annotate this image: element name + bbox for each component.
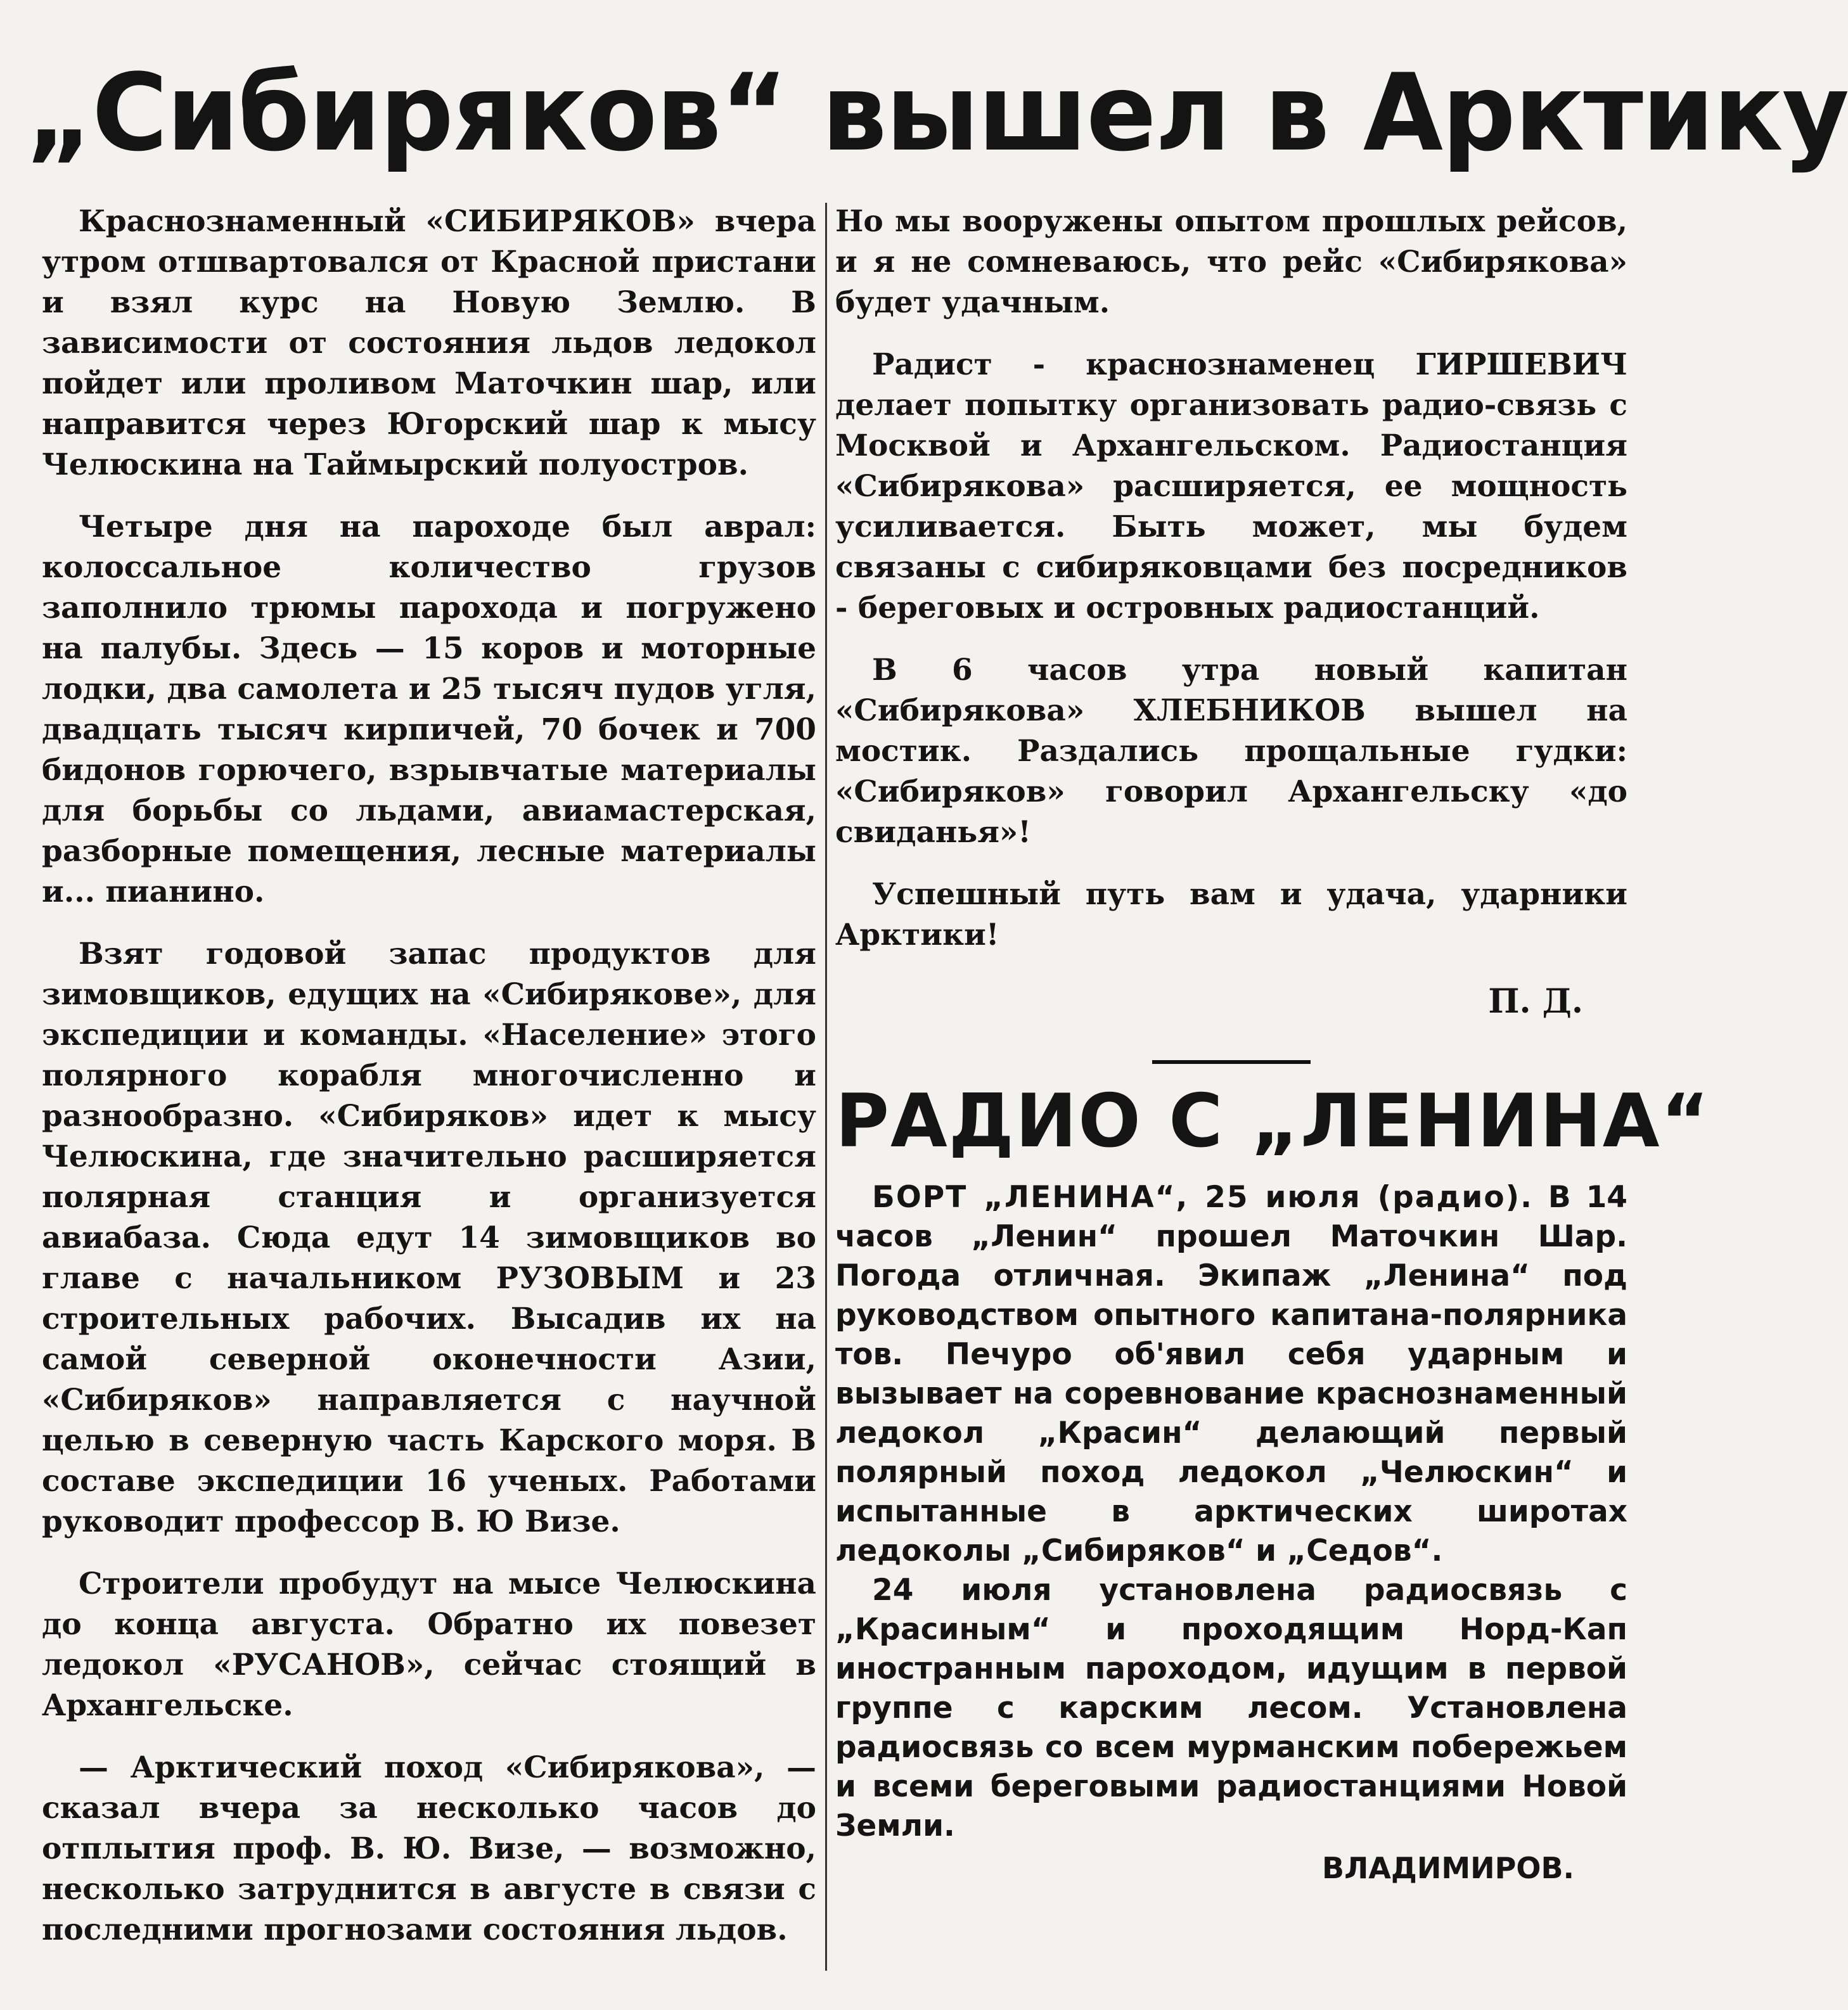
article-paragraph: Краснознаменный «СИБИРЯКОВ» вчера утром отшвартовался от Красной пристани и взял курс на Новую Землю. В зависимости от состояния льдов ледокол пойдет или проливом Маточкин шар, или направится через Югорский шар к мысу Челюскина на Таймырский полуостров. xyxy=(42,204,816,482)
section-rule xyxy=(1152,1060,1311,1064)
radio-headline: РАДИО С „ЛЕНИНА“ xyxy=(835,1079,1710,1164)
article-paragraph: Радист - краснознаменец ГИРШЕВИЧ делает попытку организовать радио-связь с Москвой и Архангельском. Радиостанция «Сибирякова» расширяется, ее мощность усиливается. Быть может, мы будем связаны с сибиряковцами без посредников - береговых и островных радиостанций. xyxy=(835,347,1627,625)
radio-paragraph: 24 июля установлена радиосвязь с „Красиным“ и проходящим Норд-Кап иностранным пароходом, идущим в первой группе с карским лесом. Установлена радиосвязь со всем мурманским побережьем и всеми береговыми радиостанциями Новой Земли. xyxy=(835,1573,1627,1843)
author-signature: П. Д. xyxy=(1488,982,1583,1021)
article-paragraph: Взят годовой запас продуктов для зимовщиков, едущих на «Сибирякове», для экспедиции и команды. «Население» этого полярного корабля многочисленно и разнообразно. «Сибиряков» идет к мысу Челюскина, где значительно расширяется полярная станция и организуется авиабаза. Сюда едут 14 зимовщиков во главе с начальником РУЗОВЫМ и 23 строительных рабочих. Высадив их на самой северной оконечности Азии, «Сибиряков» направляется с научной целью в северную часть Карского моря. В составе экспедиции 16 ученых. Работами руководит профессор В. Ю Визе. xyxy=(42,937,816,1539)
left-column xyxy=(42,202,816,1972)
article-paragraph: Строители пробудут на мысе Челюскина до конца августа. Обратно их повезет ледокол «РУСАНОВ», сейчас стоящий в Архангельске. xyxy=(42,1566,816,1723)
article-paragraph: Но мы вооружены опытом прошлых рейсов, и я не сомневаюсь, что рейс «Сибирякова» будет удачным. xyxy=(835,204,1627,320)
radio-paragraph: В 14 часов „Ленин“ прошел Маточкин Шар. Погода отличная. Экипаж „Ленина“ под руководством опытного капитана-полярника тов. Печуро об'явил себя ударным и вызывает на соревнование краснознаменный ледокол „Красин“ делающий первый полярный поход ледокол „Челюскин“ и испытанные в арктических широтах ледоколы „Сибиряков“ и „Седов“. xyxy=(835,1180,1627,1568)
article-headline: „Сибиряков“ вышел в Арктику xyxy=(25,51,1848,175)
article-paragraph: В 6 часов утра новый капитан «Сибирякова» ХЛЕБНИКОВ вышел на мостик. Раздались прощальные гудки: «Сибиряков» говорил Архангельску «до свиданья»! xyxy=(835,653,1627,850)
article-paragraph: — Арктический поход «Сибирякова», — сказал вчера за несколько часов до отплытия проф. В. Ю. Визе, — возможно, несколько затруднится в августе в связи с последними прогнозами состояния льдов. xyxy=(42,1750,816,1947)
right-column xyxy=(835,202,1710,1885)
article-paragraph: Успешный путь вам и удача, ударники Арктики! xyxy=(835,877,1627,952)
radio-dateline: БОРТ „ЛЕНИНА“, 25 июля (радио). xyxy=(872,1180,1533,1215)
radio-article xyxy=(835,1178,1627,1885)
article-paragraph: Четыре дня на пароходе был аврал: колоссальное количество грузов заполнило трюмы парохода и погружено на палубы. Здесь — 15 коров и моторные лодки, два самолета и 25 тысяч пудов угля, двадцать тысяч кирпичей, 70 бочек и 700 бидонов горючего, взрывчатые материалы для борьбы со льдами, авиамастерская, разборные помещения, лесные материалы и... пианино. xyxy=(42,509,816,909)
radio-signature: ВЛАДИМИРОВ. xyxy=(1322,1851,1574,1885)
column-divider xyxy=(825,203,827,1971)
